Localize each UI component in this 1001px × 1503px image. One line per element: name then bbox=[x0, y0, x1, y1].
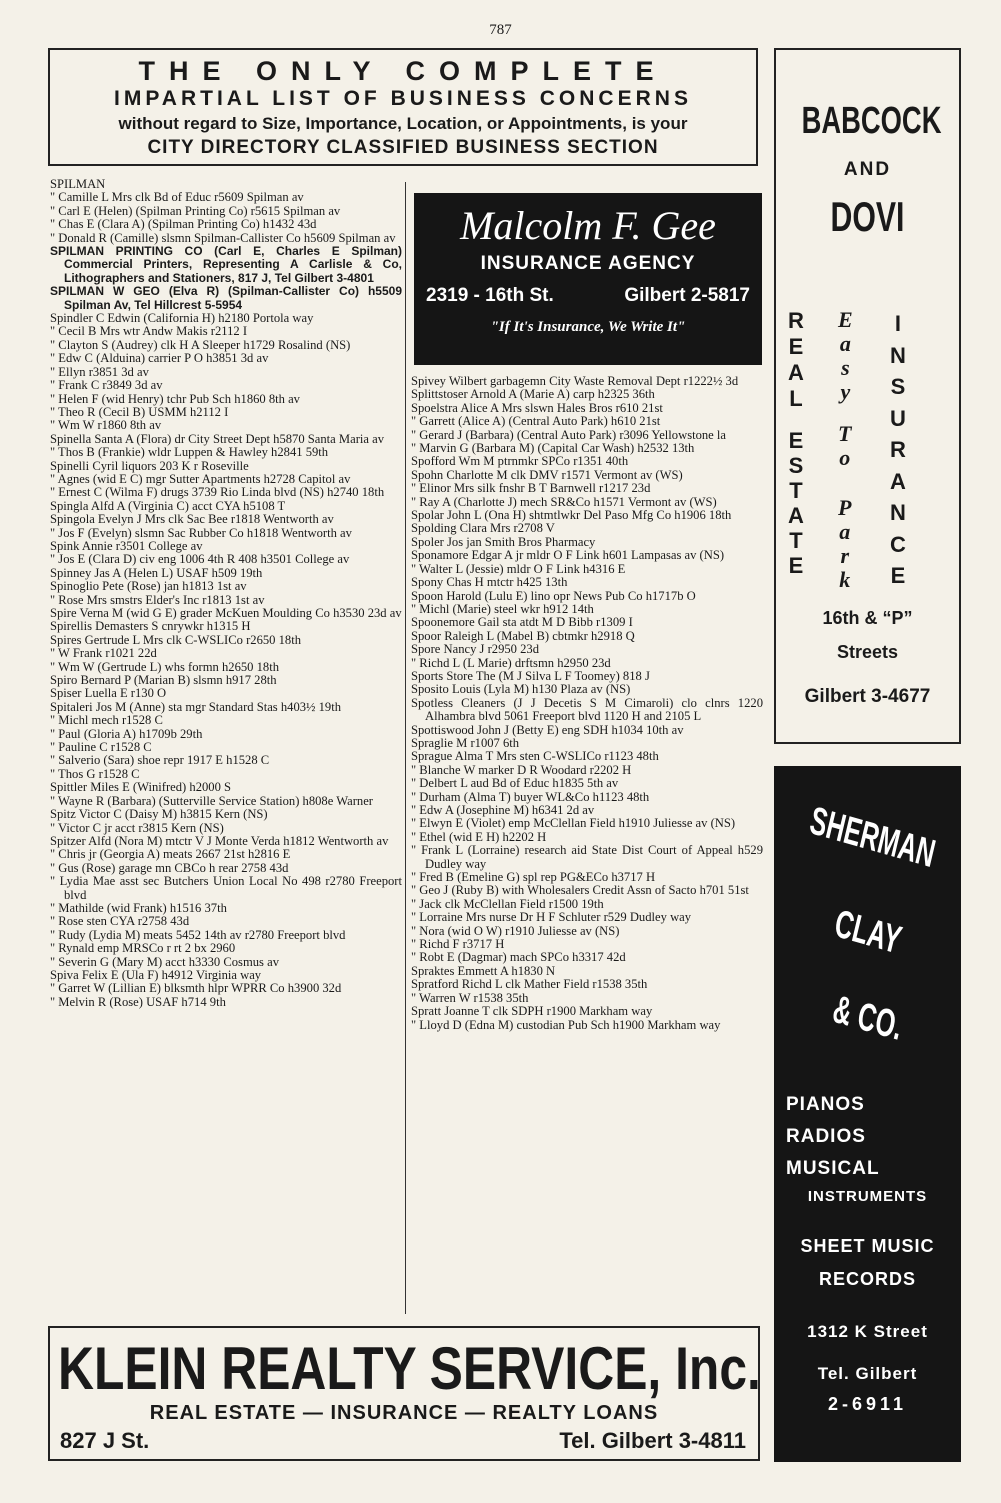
letter: N bbox=[890, 500, 906, 525]
directory-entry: " Jos E (Clara D) civ eng 1006 4th R 408 h3501 College av bbox=[50, 552, 350, 567]
directory-entry: " Durham (Alma T) buyer WL&Co h1123 48th bbox=[411, 789, 650, 804]
gee-ad-slogan: "If It's Insurance, We Write It" bbox=[490, 319, 686, 335]
gee-insurance-ad bbox=[414, 193, 762, 365]
directory-entry: Splittstoser Arnold A (Marie A) carp h2325 36th bbox=[411, 387, 655, 402]
letter: E bbox=[838, 307, 853, 332]
letter: a bbox=[839, 519, 851, 544]
letter: A bbox=[788, 360, 804, 385]
directory-entry: SPILMAN PRINTING CO (Carl E, Charles E Spilman) Commercial Printers, Representing A Carlisle & Co, Lithographers and Stationers, 817 J, Tel Gilbert 3-4801 bbox=[50, 244, 402, 285]
letter: y bbox=[840, 379, 851, 404]
directory-entry: " Michl mech r1528 C bbox=[50, 713, 163, 728]
dovi-name: DOVI bbox=[830, 193, 905, 240]
letter: r bbox=[840, 543, 849, 568]
directory-entry: Spiva Felix E (Ula F) h4912 Virginia way bbox=[50, 967, 262, 982]
vertical-real bbox=[788, 308, 804, 412]
directory-entry: " Lorraine Mrs nurse Dr H F Schluter r529 Dudley way bbox=[411, 910, 692, 925]
directory-entry: SPILMAN W GEO (Elva R) (Spilman-Callister Co) h5509 Spilman Av, Tel Hillcrest 5-5954 bbox=[50, 284, 402, 312]
directory-entry: " Mathilde (wid Frank) h1516 37th bbox=[50, 900, 227, 915]
vertical-to bbox=[838, 422, 851, 470]
directory-entry: " Delbert L aud Bd of Educ h1835 5th av bbox=[411, 776, 619, 791]
directory-entry: Spraktes Emmett A h1830 N bbox=[411, 963, 556, 978]
directory-entry: " Robt E (Dagmar) mach SPCo h3317 42d bbox=[411, 950, 626, 965]
directory-entry: " Richd F r3717 H bbox=[411, 937, 505, 952]
letter: E bbox=[788, 334, 804, 359]
column-divider bbox=[405, 182, 406, 1314]
directory-entry: " Chris jr (Georgia A) meats 2667 21st h2816 E bbox=[50, 847, 291, 862]
directory-entry: Spitaleri Jos M (Anne) sta mgr Standard Stas h403½ 19th bbox=[50, 699, 342, 714]
letter: T bbox=[838, 421, 852, 446]
directory-entry: Sports Store The (M J Silva L F Toomey) 818 J bbox=[411, 668, 650, 683]
directory-entry: " Cecil B Mrs wtr Andw Makis r2112 I bbox=[50, 324, 248, 339]
directory-entry: Spoler Jos jan Smith Bros Pharmacy bbox=[411, 534, 596, 549]
letter: A bbox=[890, 468, 906, 494]
sherman-item-musical: MUSICAL bbox=[786, 1158, 880, 1179]
directory-entry: " Nora (wid O W) r1910 Juliesse av (NS) bbox=[411, 923, 620, 938]
directory-entry: " Victor C jr acct r3815 Kern (NS) bbox=[50, 820, 224, 835]
directory-entry: Spitzer Alfd (Nora M) mtctr V J Monte Verda h1812 Wentworth av bbox=[50, 833, 389, 848]
directory-entry: Spire Verna M (wid G E) grader McKuen Moulding Co h3530 23d av bbox=[50, 606, 402, 620]
directory-entry: Spinelli Cyril liquors 203 K r Roseville bbox=[50, 458, 249, 473]
directory-entry: Spindler C Edwin (California H) h2180 Portola way bbox=[50, 311, 314, 326]
directory-entry: Spratford Richd L clk Mather Field r1538 35th bbox=[411, 977, 648, 992]
directory-entry: Spony Chas H mtctr h425 13th bbox=[411, 575, 568, 590]
banner-line-1: THE ONLY COMPLETE bbox=[138, 56, 668, 86]
gee-ad-name: Malcolm F. Gee bbox=[460, 203, 716, 248]
directory-entry: " Pauline C r1528 C bbox=[50, 740, 152, 755]
letter: I bbox=[894, 311, 901, 336]
babcock-phone: Gilbert 3-4677 bbox=[804, 686, 931, 707]
vertical-park bbox=[838, 496, 851, 592]
directory-entry: Spires Gertrude L Mrs clk C-WSLICo r2650 18th bbox=[50, 632, 302, 647]
directory-entry: " Michl (Marie) steel wkr h912 14th bbox=[411, 601, 594, 616]
directory-entry: Sponamore Edgar A jr mldr O F Link h601 Lampasas av (NS) bbox=[411, 548, 725, 563]
directory-entry: Spirellis Demasters S cnrywkr h1315 H bbox=[50, 619, 251, 634]
gee-ad-address: 2319 - 16th St. bbox=[426, 285, 554, 306]
letter: o bbox=[839, 445, 851, 470]
gee-ad-phone: Gilbert 2-5817 bbox=[624, 285, 750, 306]
letter: S bbox=[890, 374, 906, 399]
directory-entry: Spotless Cleaners (J J Decetis S M Cimaroli) clo clnrs 1220 Alhambra blvd 5061 Freeport blvd 1120 H and 2105 L bbox=[411, 695, 763, 724]
directory-entry: Spottiswood John J (Betty E) eng SDH h1034 10th av bbox=[411, 722, 684, 737]
directory-entry: " Edw C (Alduina) carrier P O h3851 3d av bbox=[50, 351, 269, 366]
directory-entry: " Melvin R (Rose) USAF h714 9th bbox=[50, 994, 226, 1009]
babcock-streets: Streets bbox=[836, 642, 899, 662]
letter: L bbox=[789, 386, 803, 411]
klein-name: KLEIN REALTY SERVICE, Inc. bbox=[58, 1335, 761, 1402]
directory-entry: " Frank L (Lorraine) research aid State Dist Court of Appeal h529 Dudley way bbox=[411, 843, 763, 871]
directory-entry: " Ellyn r3851 3d av bbox=[50, 364, 149, 379]
directory-entry: Spiro Bernard P (Marian B) slsmn h917 28th bbox=[50, 673, 277, 688]
directory-entry: " Edw A (Josephine M) h6341 2d av bbox=[411, 803, 595, 817]
directory-entry: " Blanche W marker D R Woodard r2202 H bbox=[411, 762, 632, 777]
directory-entry: Spoonemore Gail sta atdt M D Bibb r1309 I bbox=[411, 615, 633, 630]
directory-column-left bbox=[50, 178, 402, 1009]
directory-entry: " Gus (Rose) garage mn CBCo h rear 2758 43d bbox=[50, 860, 289, 875]
directory-entry: " Warren W r1538 35th bbox=[411, 990, 529, 1005]
vertical-estate bbox=[788, 428, 804, 578]
letter: E bbox=[788, 553, 804, 578]
letter: s bbox=[841, 355, 850, 380]
directory-entry: " Wayne R (Barbara) (Sutterville Service Station) h808e Warner bbox=[50, 793, 373, 808]
directory-entry: Spinney Jas A (Helen L) USAF h509 19th bbox=[50, 565, 263, 580]
directory-entry: " Jack clk McClellan Field r1500 19th bbox=[411, 896, 604, 911]
letter: N bbox=[890, 342, 906, 368]
directory-entry: Spoon Harold (Lulu E) lino opr News Pub Co h1717b O bbox=[411, 588, 696, 603]
directory-entry: Spohn Charlotte M clk DMV r1571 Vermont av (WS) bbox=[411, 467, 683, 482]
directory-entry: SPILMAN bbox=[50, 177, 106, 191]
letter: U bbox=[890, 405, 906, 431]
directory-entry: Spinoglio Pete (Rose) jan h1813 1st av bbox=[50, 579, 247, 594]
directory-entry: " Lloyd D (Edna M) custodian Pub Sch h1900 Markham way bbox=[411, 1017, 721, 1032]
directory-entry: " Rudy (Lydia M) meats 5452 14th av r2780 Freeport blvd bbox=[50, 927, 346, 942]
directory-entry: " Rose sten CYA r2758 43d bbox=[50, 914, 190, 929]
letter: S bbox=[788, 453, 804, 478]
sherman-item-sheet-music: SHEET MUSIC bbox=[800, 1236, 935, 1256]
directory-entry: " W Frank r1021 22d bbox=[50, 646, 157, 661]
directory-entry: " Richd L (L Marie) drftsmn h2950 23d bbox=[411, 655, 611, 670]
directory-entry: " Garrett (Alice A) (Central Auto Park) h610 21st bbox=[411, 414, 661, 429]
directory-entry: " Helen F (wid Henry) tchr Pub Sch h1860 8th av bbox=[50, 391, 300, 406]
co-name: & CO. bbox=[831, 986, 904, 1050]
directory-entry: Spingola Evelyn J Mrs clk Sac Bee r1818 Wentworth av bbox=[50, 512, 334, 527]
letter: a bbox=[839, 331, 851, 356]
directory-entry: " Ray A (Charlotte J) mech SR&Co h1571 Vermont av (WS) bbox=[411, 494, 717, 509]
letter: C bbox=[890, 531, 906, 557]
letter: k bbox=[839, 567, 851, 592]
sherman-name: SHERMAN bbox=[808, 798, 937, 877]
letter: R bbox=[890, 437, 906, 462]
babcock-name: BABCOCK bbox=[801, 100, 942, 142]
directory-entry: " Theo R (Cecil B) USMM h2112 I bbox=[50, 404, 229, 419]
directory-entry: Spolding Clara Mrs r2708 V bbox=[411, 521, 555, 536]
directory-entry: Spingla Alfd A (Virginia C) acct CYA h5108 T bbox=[50, 498, 286, 513]
banner-line-3: without regard to Size, Importance, Location, or Appointments, is your bbox=[118, 114, 688, 133]
directory-entry: " Geo J (Ruby B) with Wholesalers Credit Assn of Sacto h701 51st bbox=[411, 883, 749, 898]
klein-phone: Tel. Gilbert 3-4811 bbox=[559, 1428, 746, 1453]
directory-entry: " Donald R (Camille) slsmn Spilman-Callister Co h5609 Spilman av bbox=[50, 230, 396, 245]
klein-address: 827 J St. bbox=[60, 1428, 150, 1453]
directory-entry: " Rose Mrs smstrs Elder's Inc r1813 1st av bbox=[50, 592, 265, 607]
sherman-clay-ad bbox=[774, 766, 961, 1462]
directory-entry: " Ernest C (Wilma F) drugs 3739 Rio Linda blvd (NS) h2740 18th bbox=[50, 485, 385, 500]
directory-entry: Spratt Joanne T clk SDPH r1900 Markham way bbox=[411, 1004, 653, 1019]
directory-entry: Spinella Santa A (Flora) dr City Street Dept h5870 Santa Maria av bbox=[50, 431, 385, 446]
vertical-insurance bbox=[890, 308, 906, 592]
directory-entry: " Paul (Gloria A) h1709b 29th bbox=[50, 726, 203, 741]
directory-entry: " Severin G (Mary M) acct h3330 Cosmus av bbox=[50, 954, 279, 969]
letter: R bbox=[788, 308, 804, 333]
klein-realty-ad bbox=[48, 1326, 760, 1461]
banner-line-2: IMPARTIAL LIST OF BUSINESS CONCERNS bbox=[114, 87, 692, 110]
babcock-street: 16th & “P” bbox=[822, 608, 913, 628]
directory-entry: " Gerard J (Barbara) (Central Auto Park) r3096 Yellowstone la bbox=[411, 427, 727, 442]
letter: A bbox=[788, 503, 804, 528]
directory-entry: " Wm W (Gertrude L) whs formn h2650 18th bbox=[50, 659, 279, 674]
directory-entry: Spolar John L (Ona H) shtmtlwkr Del Paso Mfg Co h1906 18th bbox=[411, 508, 732, 523]
directory-entry: Spraglie M r1007 6th bbox=[411, 735, 520, 750]
directory-entry: " Elwyn E (Violet) emp McClellan Field h1910 Juliesse av (NS) bbox=[411, 816, 736, 831]
directory-entry: " Salverio (Sara) shoe repr 1917 E h1528 C bbox=[50, 753, 270, 768]
directory-entry: " Lydia Mae asst sec Butchers Union Local No 498 r2780 Freeport blvd bbox=[50, 874, 402, 902]
directory-entry: " Garret W (Lillian E) blksmth hlpr WPRR Co h3900 32d bbox=[50, 981, 342, 996]
sherman-item-records: RECORDS bbox=[818, 1269, 916, 1289]
directory-column-right bbox=[411, 375, 763, 1032]
letter: E bbox=[890, 563, 906, 588]
page-number: 787 bbox=[489, 22, 512, 38]
babcock-dovi-ad bbox=[774, 48, 961, 744]
directory-entry: Spoor Raleigh L (Mabel B) cbtmkr h2918 Q bbox=[411, 628, 635, 643]
directory-entry: " Ethel (wid E H) h2202 H bbox=[411, 829, 547, 844]
directory-entry: " Chas E (Clara A) (Spilman Printing Co) h1432 43d bbox=[50, 217, 317, 232]
directory-entry: " Agnes (wid E C) mgr Sutter Apartments h2728 Capitol av bbox=[50, 471, 351, 486]
directory-entry: Spitz Victor C (Daisy M) h3815 Kern (NS) bbox=[50, 807, 268, 822]
babcock-and: AND bbox=[843, 159, 892, 180]
directory-entry: Spoelstra Alice A Mrs slswn Hales Bros r610 21st bbox=[411, 400, 663, 415]
directory-entry: " Frank C r3849 3d av bbox=[50, 378, 163, 393]
sherman-phone-label: Tel. Gilbert bbox=[817, 1364, 918, 1383]
letter: T bbox=[789, 528, 803, 553]
sherman-item-instruments: INSTRUMENTS bbox=[807, 1188, 928, 1205]
directory-entry: " Fred B (Emeline G) spl rep PG&ECo h3717 H bbox=[411, 870, 656, 885]
letter: P bbox=[838, 495, 852, 520]
directory-entry: " Clayton S (Audrey) clk H A Sleeper h1729 Rosalind (NS) bbox=[50, 337, 351, 352]
letter: T bbox=[789, 478, 803, 503]
directory-entry: " Elinor Mrs silk fnshr B T Barnwell r1217 23d bbox=[411, 481, 651, 496]
banner-line-4: CITY DIRECTORY CLASSIFIED BUSINESS SECTION bbox=[147, 137, 659, 158]
clay-name: CLAY bbox=[832, 901, 903, 963]
directory-entry: " Walter L (Jessie) mldr O F Link h4316 E bbox=[411, 561, 626, 576]
directory-entry: Spore Nancy J r2950 23d bbox=[411, 642, 540, 657]
directory-entry: Sprague Alma T Mrs sten C-WSLICo r1123 48th bbox=[411, 749, 659, 764]
directory-entry: " Carl E (Helen) (Spilman Printing Co) r5615 Spilman av bbox=[50, 203, 341, 218]
directory-entry: Spiser Luella E r130 O bbox=[50, 686, 167, 701]
sherman-item-pianos: PIANOS bbox=[786, 1094, 865, 1115]
directory-entry: " Rynald emp MRSCo r rt 2 bx 2960 bbox=[50, 941, 236, 956]
top-banner bbox=[48, 48, 758, 166]
directory-entry: " Camille L Mrs clk Bd of Educ r5609 Spilman av bbox=[50, 190, 304, 205]
directory-entry: Spivey Wilbert garbagemn City Waste Removal Dept r1222½ 3d bbox=[411, 374, 739, 388]
directory-entry: Spittler Miles E (Winifred) h2000 S bbox=[50, 780, 232, 795]
directory-entry: " Thos G r1528 C bbox=[50, 766, 140, 781]
directory-entry: " Marvin G (Barbara M) (Capital Car Wash) h2532 13th bbox=[411, 441, 695, 456]
letter: E bbox=[788, 428, 804, 453]
sherman-item-radios: RADIOS bbox=[786, 1126, 866, 1147]
directory-entry: Spofford Wm M ptrnmkr SPCo r1351 40th bbox=[411, 454, 629, 469]
directory-entry: Sposito Louis (Lyla M) h130 Plaza av (NS) bbox=[411, 682, 631, 697]
vertical-easy bbox=[838, 308, 853, 404]
sherman-phone-number: 2-6911 bbox=[827, 1394, 908, 1414]
directory-entry: " Wm W r1860 8th av bbox=[50, 418, 162, 433]
klein-services: REAL ESTATE — INSURANCE — REALTY LOANS bbox=[149, 1402, 659, 1424]
sherman-address: 1312 K Street bbox=[807, 1322, 928, 1341]
directory-entry: Spink Annie r3501 College av bbox=[50, 538, 203, 553]
directory-entry: " Thos B (Frankie) wldr Luppen & Hawley h2841 59th bbox=[50, 445, 329, 460]
gee-ad-agency: INSURANCE AGENCY bbox=[480, 253, 696, 274]
directory-entry: " Jos F (Evelyn) slsmn Sac Rubber Co h1818 Wentworth av bbox=[50, 525, 352, 540]
